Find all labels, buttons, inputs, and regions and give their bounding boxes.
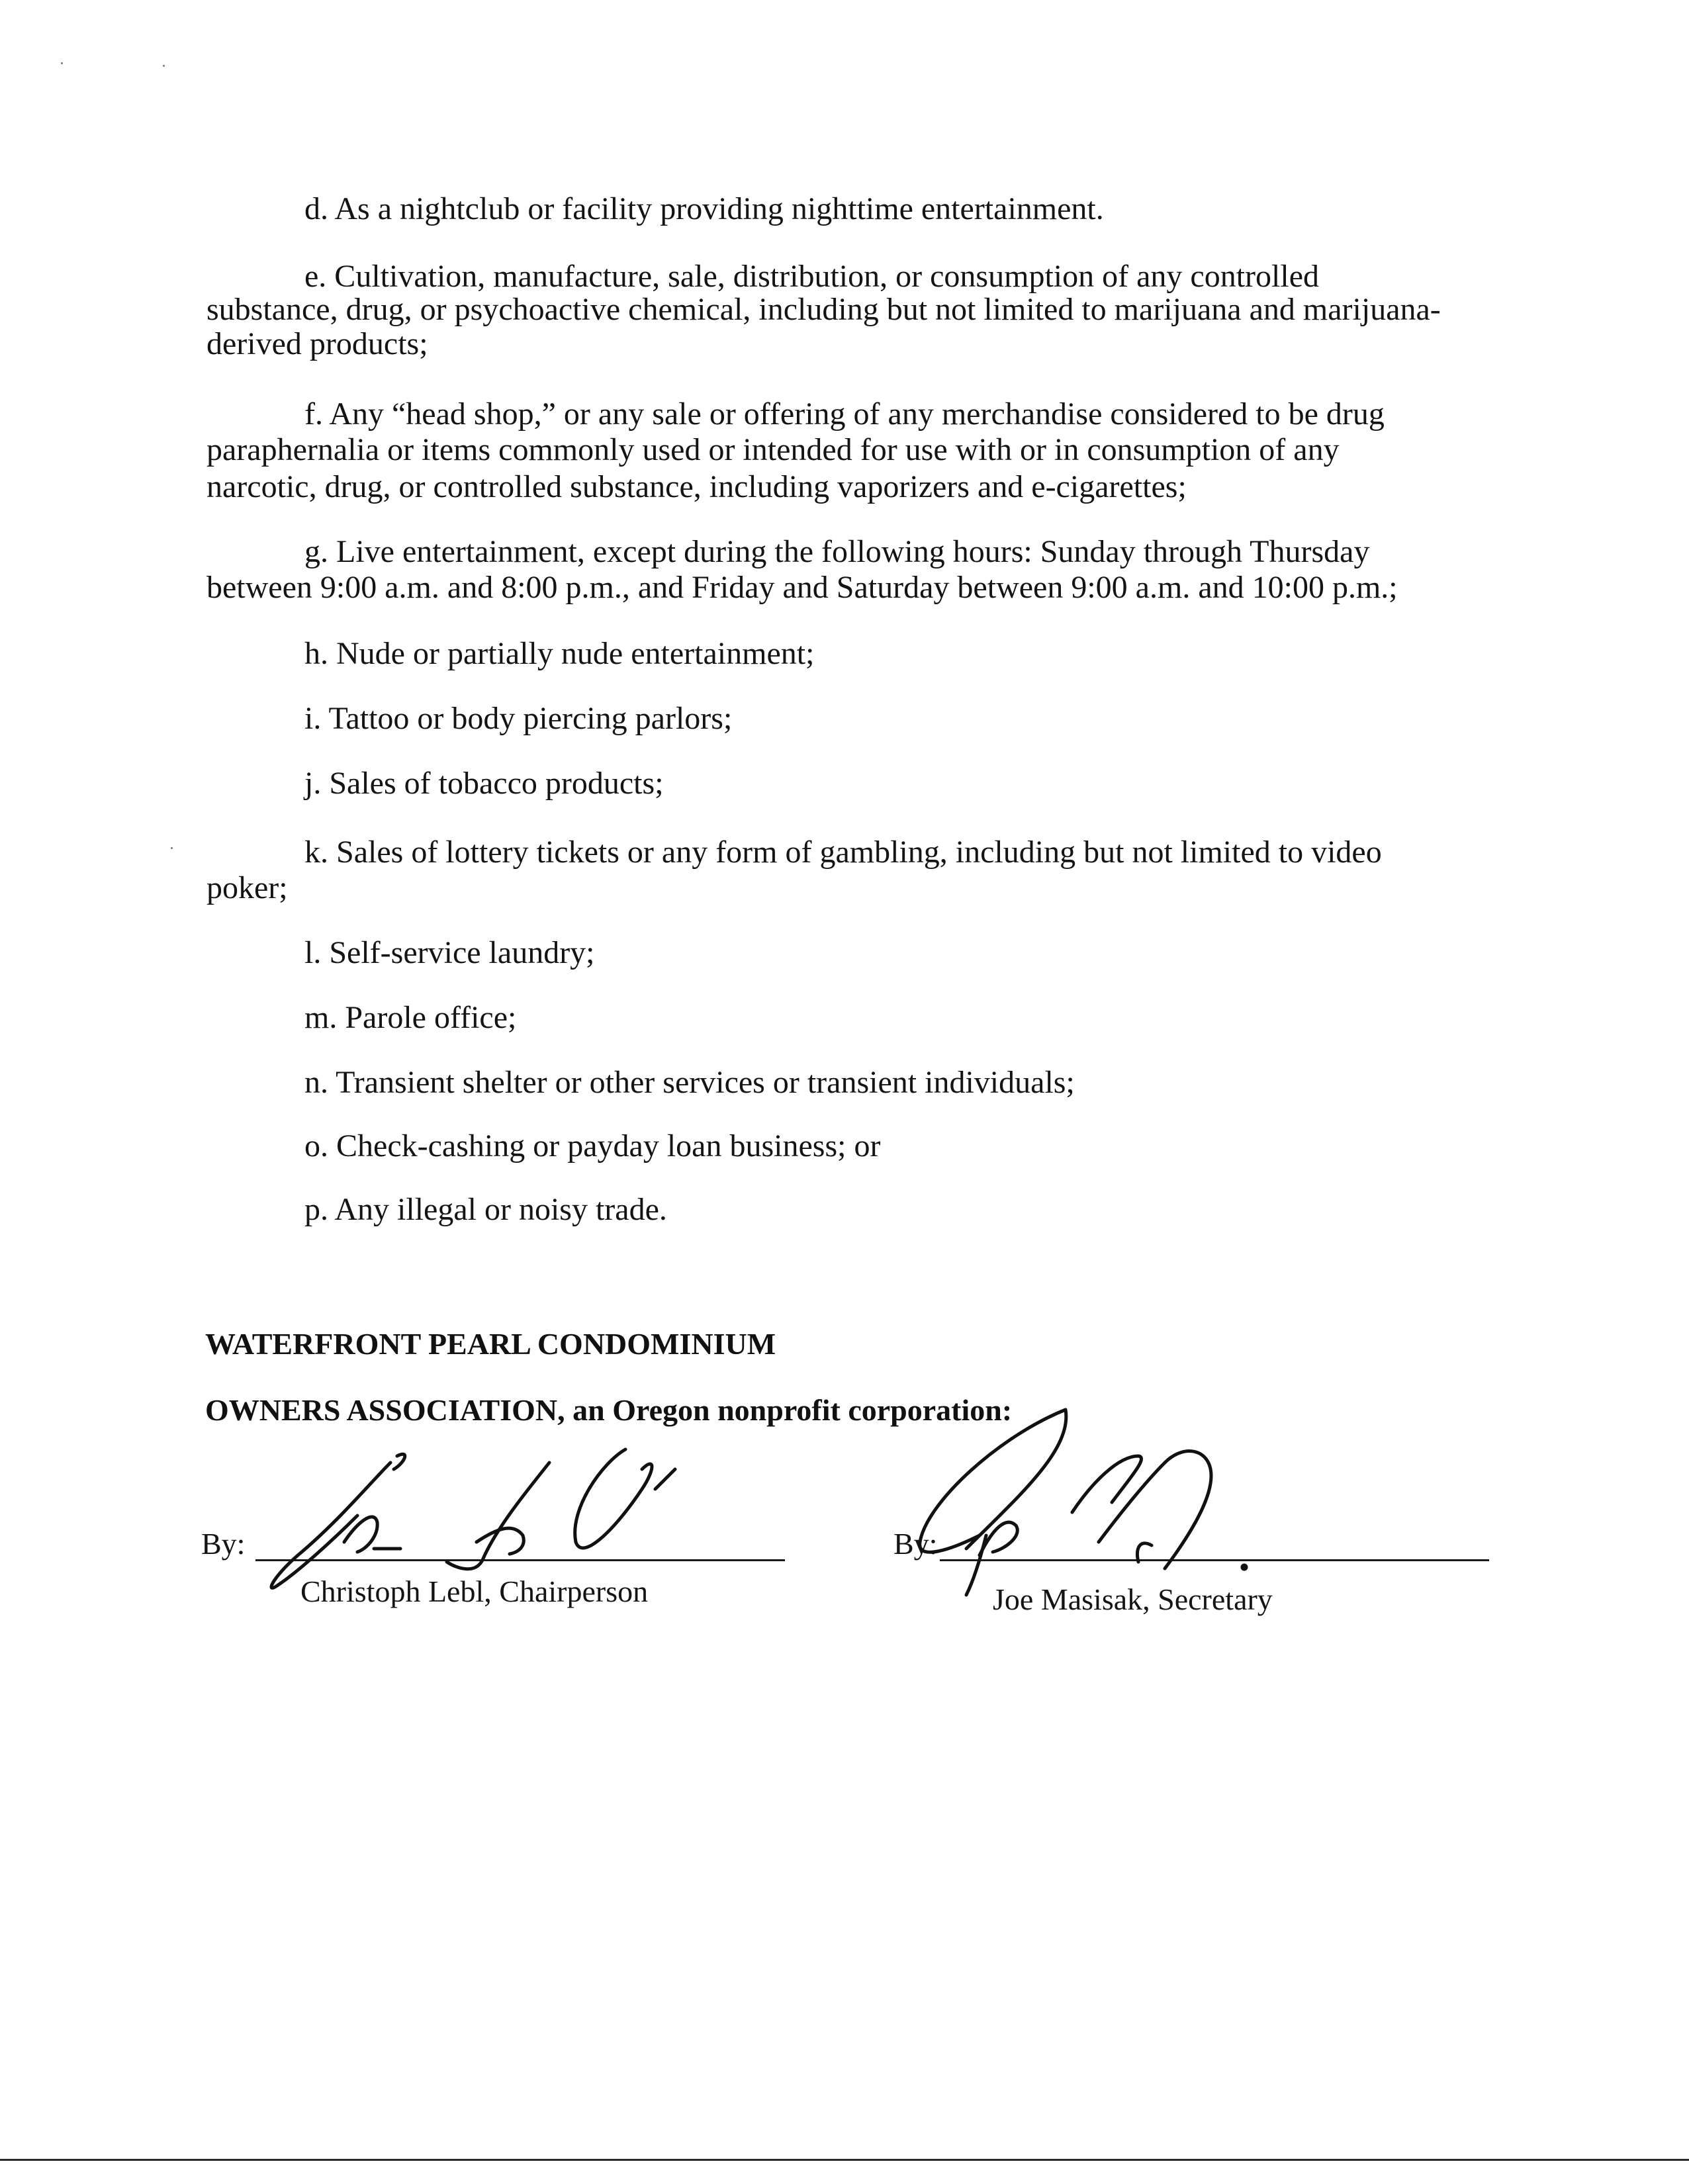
- signatory-name-left: Christoph Lebl, Chairperson: [300, 1574, 649, 1608]
- signature-joe-masisak: [900, 1396, 1244, 1602]
- list-item-o: o. Check-cashing or payday loan business; or: [304, 1128, 881, 1163]
- list-item-n: n. Transient shelter or other services or transient individuals;: [304, 1065, 1075, 1100]
- scan-speck: [171, 847, 173, 849]
- list-item-l: l. Self-service laundry;: [304, 935, 595, 970]
- list-item-f-line2: paraphernalia or items commonly used or intended for use with or in consumption of any: [206, 432, 1340, 467]
- scan-speck: [61, 62, 63, 64]
- scan-speck: [163, 65, 165, 67]
- list-item-e-line2: substance, drug, or psychoactive chemical, including but not limited to marijuana and marijuana-: [206, 292, 1441, 327]
- signatory-name-right: Joe Masisak, Secretary: [993, 1582, 1273, 1616]
- list-item-g-line2: between 9:00 a.m. and 8:00 p.m., and Friday and Saturday between 9:00 a.m. and 10:00 p.m.;: [206, 570, 1398, 605]
- list-item-e-line3: derived products;: [206, 326, 428, 361]
- list-item-j: j. Sales of tobacco products;: [304, 766, 664, 801]
- list-item-f-line1: f. Any “head shop,” or any sale or offering of any merchandise considered to be drug: [304, 396, 1385, 432]
- association-name-line1: WATERFRONT PEARL CONDOMINIUM: [205, 1327, 776, 1361]
- list-item-k-line1: k. Sales of lottery tickets or any form of gambling, including but not limited to video: [304, 835, 1382, 870]
- list-item-p: p. Any illegal or noisy trade.: [304, 1192, 667, 1227]
- signature-by-label-right: By:: [893, 1527, 938, 1561]
- association-name-line2: OWNERS ASSOCIATION, an Oregon nonprofit corporation:: [205, 1393, 1013, 1427]
- list-item-k-line2: poker;: [206, 870, 288, 905]
- list-item-f-line3: narcotic, drug, or controlled substance, including vaporizers and e-cigarettes;: [206, 469, 1187, 504]
- list-item-h: h. Nude or partially nude entertainment;: [304, 636, 815, 671]
- list-item-i: i. Tattoo or body piercing parlors;: [304, 701, 733, 736]
- signature-by-label-left: By:: [201, 1527, 246, 1561]
- list-item-g-line1: g. Live entertainment, except during the following hours: Sunday through Thursday: [304, 534, 1370, 569]
- list-item-e-line1: e. Cultivation, manufacture, sale, distribution, or consumption of any controlled: [304, 259, 1319, 294]
- list-item-m: m. Parole office;: [304, 1000, 517, 1035]
- page-bottom-rule: [0, 2159, 1689, 2161]
- list-item-d: d. As a nightclub or facility providing nighttime entertainment.: [304, 191, 1104, 226]
